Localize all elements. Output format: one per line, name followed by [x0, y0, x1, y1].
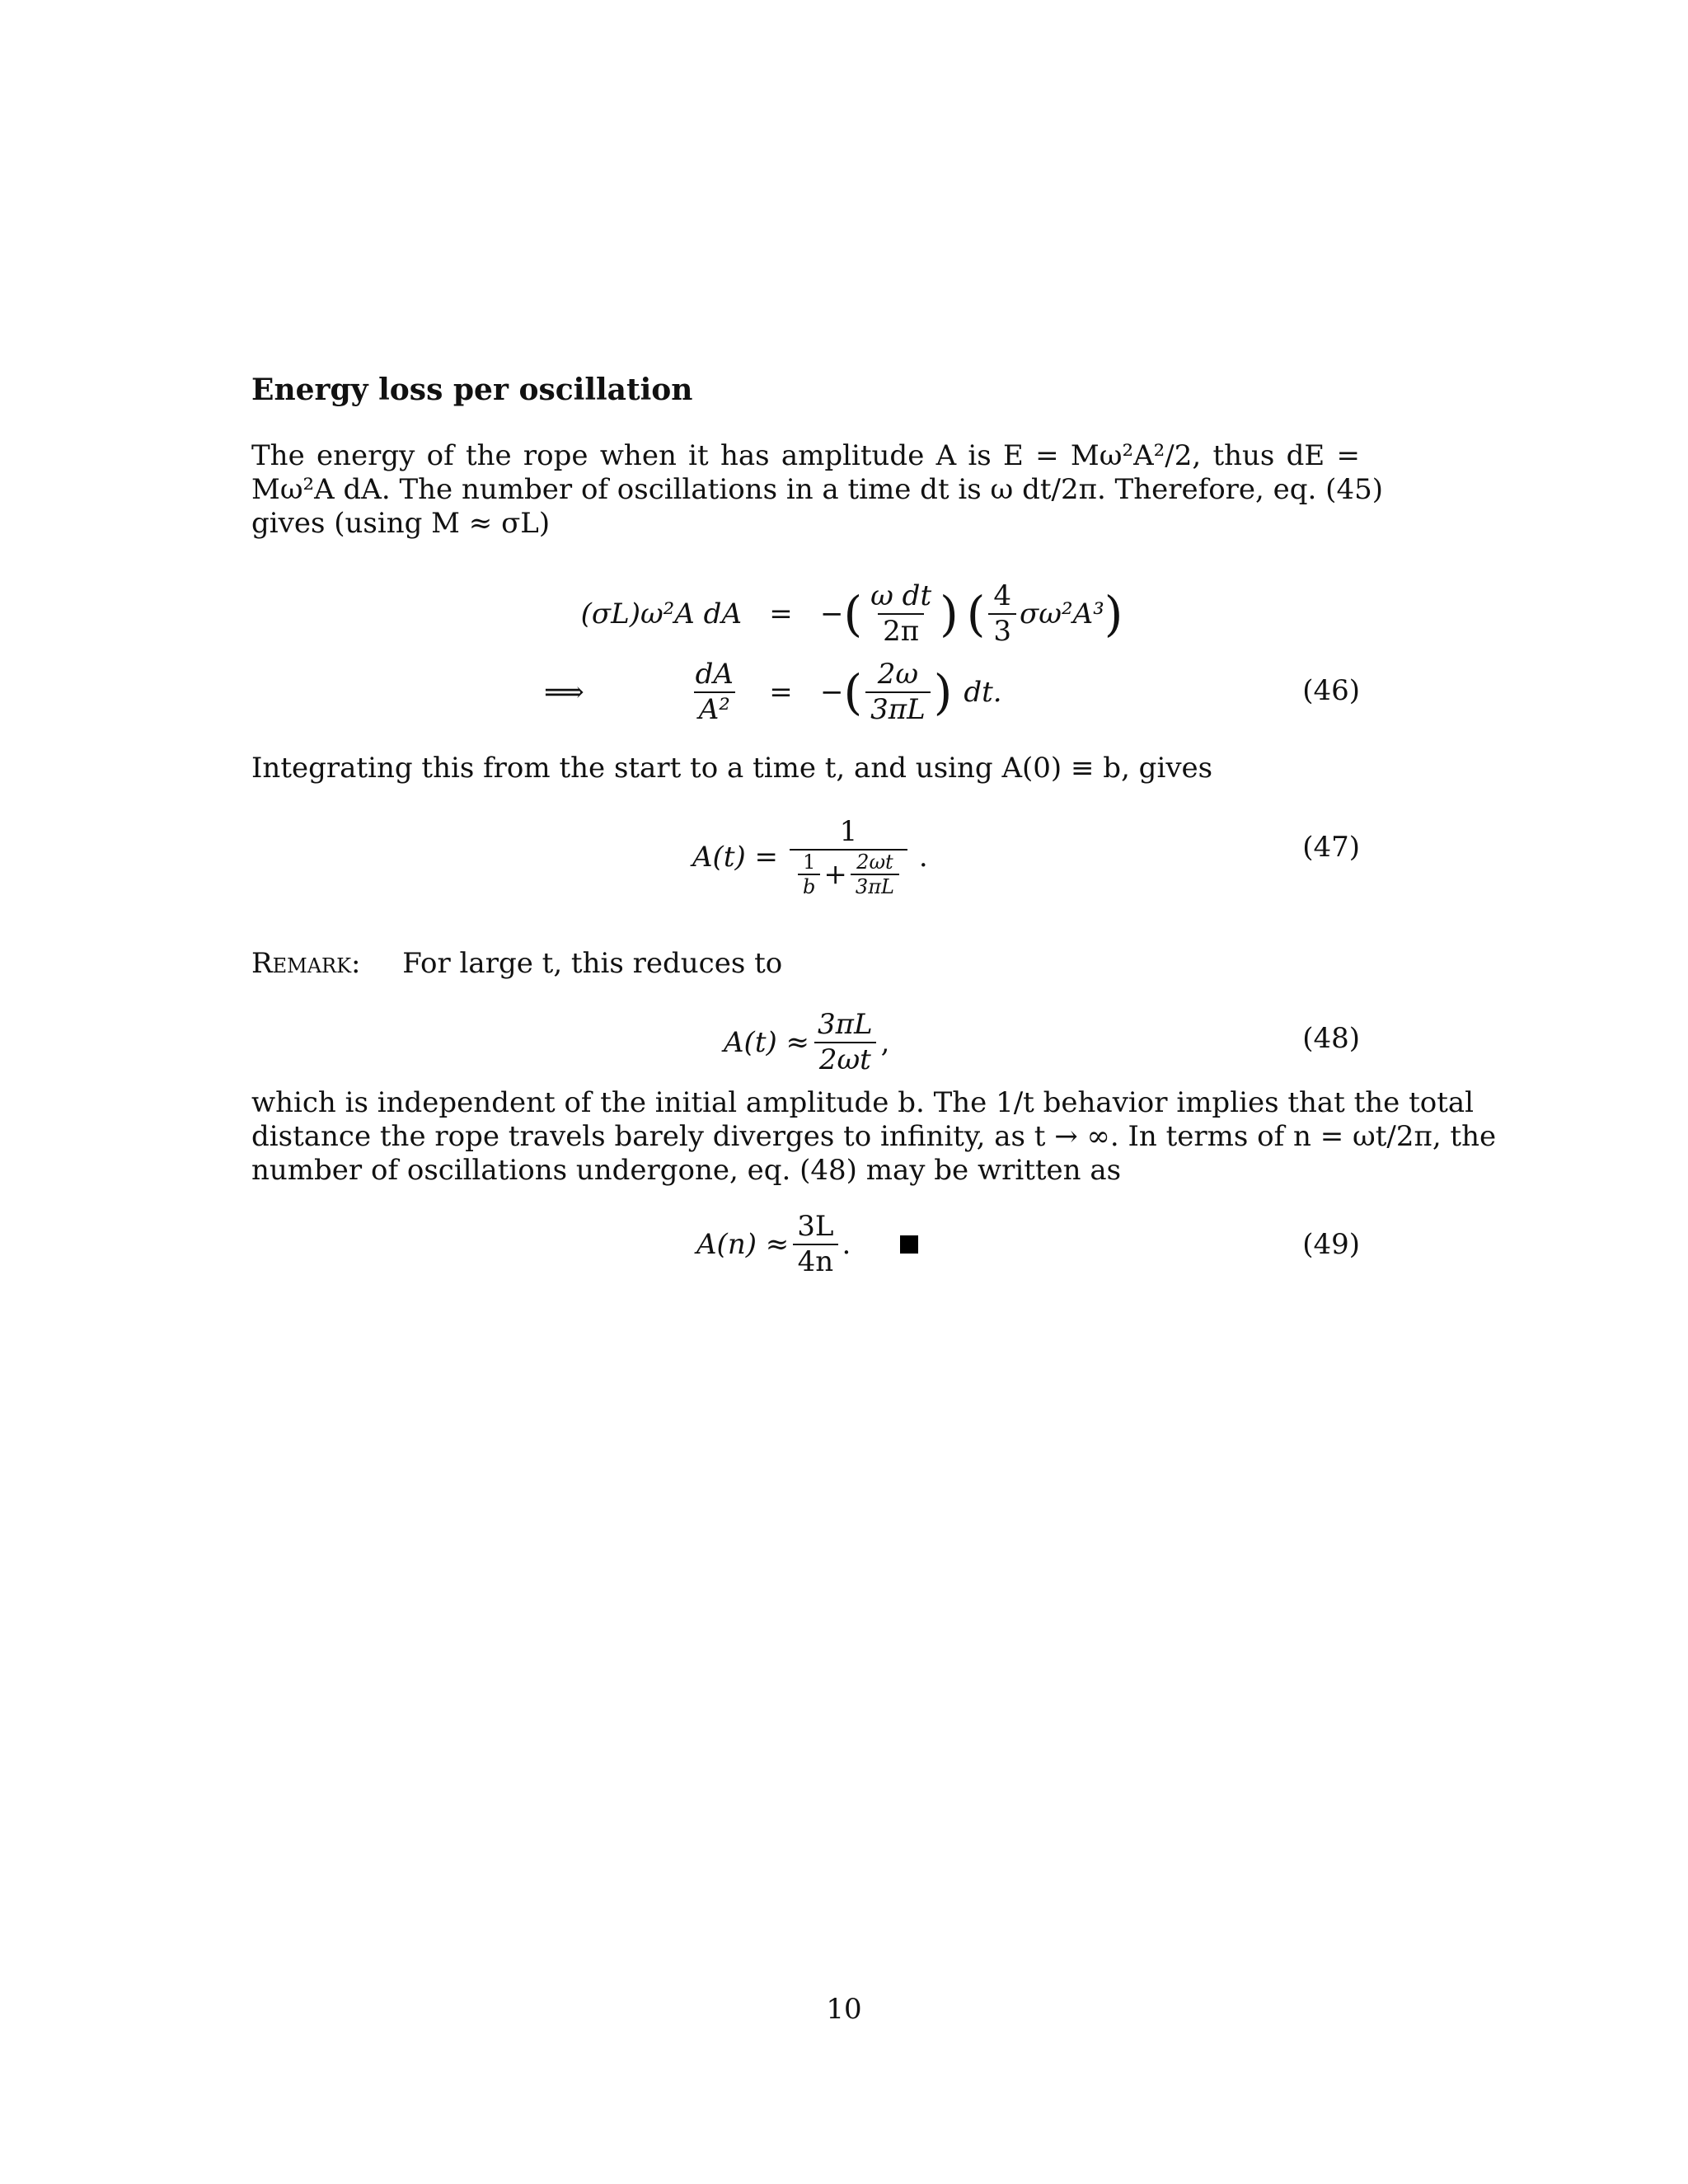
paragraph-energy [251, 439, 1383, 541]
fraction-denominator: 3πL [851, 874, 899, 899]
inner-fraction [851, 851, 899, 900]
fraction-numerator: 2ωt [856, 850, 893, 874]
paragraph-line: Integrating this from the start to a time t, and using A(0) ≡ b, gives [251, 752, 1213, 785]
equation-number: (47) [1302, 831, 1360, 864]
paragraph-independent [251, 1086, 1497, 1188]
eq48-lhs: A(t) ≈ [724, 1026, 810, 1059]
equation-number: (48) [1302, 1022, 1360, 1055]
equation-46-row-2 [544, 655, 1002, 729]
fraction-numerator: 3L [797, 1210, 834, 1244]
remark-label: Remark: [251, 947, 361, 980]
equation-number: (46) [1302, 674, 1360, 707]
equation-46-row-1 [544, 577, 1123, 651]
section-heading: Energy loss per oscillation [251, 373, 693, 407]
eq46-fraction [988, 579, 1016, 649]
eq49-tail: . [842, 1228, 851, 1261]
eq48-fraction [813, 1008, 878, 1077]
qed-square-icon [900, 1235, 918, 1254]
plus-sign: + [823, 857, 847, 891]
remark-text: For large t, this reduces to [402, 947, 783, 980]
equation-number: (49) [1302, 1228, 1360, 1261]
eq46-minus: − [820, 676, 844, 709]
eq46-fraction [865, 579, 936, 649]
eq48-tail: , [880, 1026, 890, 1059]
remark [251, 947, 782, 980]
fraction-numerator: 2ω [877, 658, 919, 691]
eq46-tail: σω²A³ [1020, 598, 1104, 630]
paragraph-line: which is independent of the initial amplitude b. The 1/t behavior implies that the total [251, 1086, 1475, 1119]
paragraph-line: gives (using M ≈ σL) [251, 507, 551, 540]
left-paren: ( [843, 664, 863, 720]
fraction-numerator: 3πL [818, 1008, 873, 1042]
eq46-fraction [865, 658, 931, 727]
eq47-tail: . [918, 841, 928, 874]
fraction-numerator: dA [695, 658, 734, 691]
paragraph-line: Mω²A dA. The number of oscillations in a time dt is ω dt/2π. Therefore, eq. (45) [251, 473, 1383, 506]
page-number: 10 [826, 1993, 862, 2026]
fraction-numerator: 1 [839, 814, 858, 848]
fraction-denominator: 3 [988, 613, 1016, 649]
eq46-tail: dt. [964, 676, 1002, 709]
fraction-numerator: 4 [993, 579, 1012, 613]
fraction-denominator: A² [694, 691, 735, 727]
eq47-lhs: A(t) = [692, 841, 779, 874]
eq46-equals: = [769, 676, 793, 709]
fraction-numerator: 1 [803, 850, 816, 874]
eq46-lhs: (σL)ω²A dA [580, 598, 742, 630]
left-paren: ( [966, 586, 986, 642]
eq49-fraction [792, 1210, 838, 1279]
fraction-denominator: b [798, 874, 820, 899]
fraction-denominator [790, 849, 907, 900]
paragraph-integrating [251, 752, 1360, 785]
right-paren: ) [1104, 586, 1123, 642]
fraction-numerator: ω dt [870, 579, 932, 613]
left-paren: ( [843, 586, 863, 642]
fraction-denominator: 2π [878, 613, 924, 649]
eq49-lhs: A(n) ≈ [696, 1228, 790, 1261]
equation-47 [692, 812, 928, 902]
right-paren: ) [940, 586, 959, 642]
eq46-equals: = [769, 598, 793, 630]
implies-arrow: ⟹ [544, 676, 584, 709]
inner-fraction [798, 851, 820, 900]
paragraph-line: number of oscillations undergone, eq. (48) may be written as [251, 1154, 1122, 1187]
equation-49 [696, 1203, 918, 1286]
eq47-fraction [790, 815, 907, 899]
fraction-denominator: 4n [793, 1244, 839, 1279]
fraction-denominator: 2ωt [814, 1042, 876, 1077]
paragraph-line: The energy of the rope when it has amplitude A is E = Mω²A²/2, thus dE = [251, 439, 1360, 472]
fraction-denominator: 3πL [865, 691, 931, 727]
equation-48 [724, 1001, 889, 1084]
eq46-minus: − [820, 598, 844, 630]
right-paren: ) [933, 664, 953, 720]
paragraph-line: distance the rope travels barely diverges to infinity, as t → ∞. In terms of n = ωt/2π, the [251, 1120, 1497, 1153]
eq46-lhs-fraction [691, 658, 738, 727]
